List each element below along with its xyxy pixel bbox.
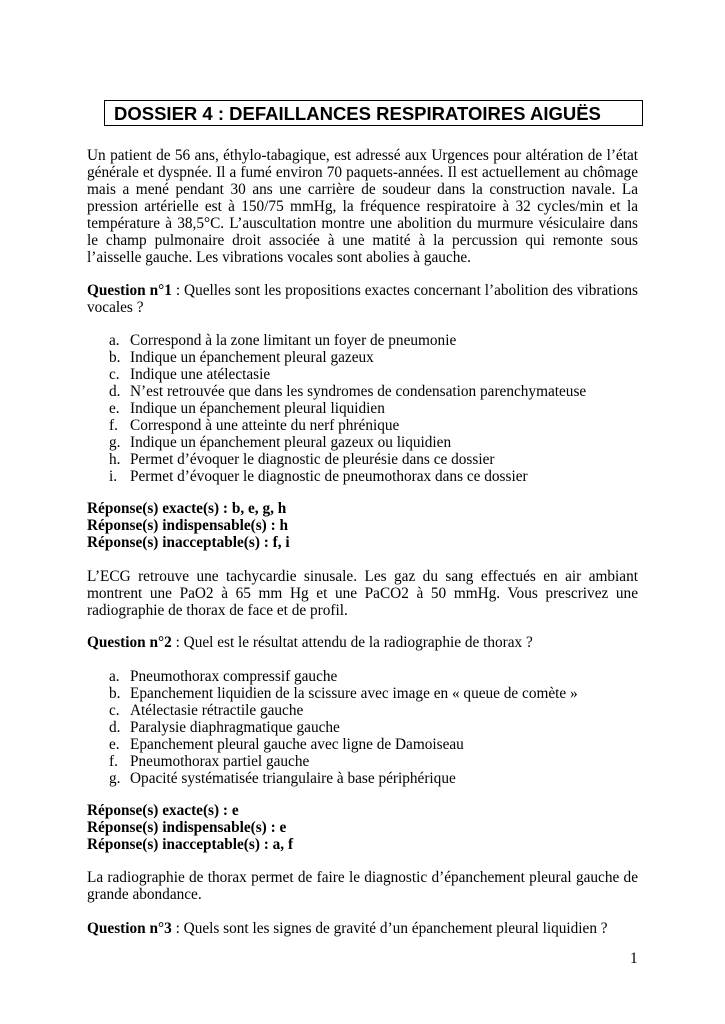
question-1-text: : Quelles sont les propositions exactes concernant l’abolition des vibrations vocales ?: [87, 282, 638, 316]
option-letter: i.: [109, 468, 118, 485]
question-3: [87, 920, 638, 937]
question-1-answers: [87, 500, 290, 551]
question-2-answers: [87, 802, 293, 853]
option-text: Paralysie diaphragmatique gauche: [130, 719, 340, 736]
option-letter: f.: [109, 417, 118, 434]
question-2: [87, 634, 638, 651]
answer-required: Réponse(s) indispensable(s) : h: [87, 517, 289, 534]
option-item: [87, 400, 638, 417]
answer-unacceptable: Réponse(s) inacceptable(s) : f, i: [87, 534, 290, 551]
option-item: [87, 434, 638, 451]
radiography-paragraph: La radiographie de thorax permet de faire le diagnostic d’épanchement pleural gauche de grande abondance.: [87, 869, 638, 903]
option-item: [87, 685, 638, 702]
option-letter: h.: [109, 451, 121, 468]
page-title: DOSSIER 4 : DEFAILLANCES RESPIRATOIRES AIGUËS: [104, 100, 643, 126]
question-1-options: [87, 332, 638, 485]
option-text: Indique un épanchement pleural liquidien: [130, 400, 385, 417]
option-text: Permet d’évoquer le diagnostic de pneumothorax dans ce dossier: [130, 468, 528, 485]
answer-unacceptable: Réponse(s) inacceptable(s) : a, f: [87, 836, 294, 853]
option-item: [87, 417, 638, 434]
answer-required: Réponse(s) indispensable(s) : e: [87, 819, 287, 836]
question-2-label: Question n°2: [87, 634, 172, 651]
option-letter: g.: [109, 434, 121, 451]
option-item: [87, 668, 638, 685]
option-letter: e.: [109, 736, 120, 753]
option-letter: b.: [109, 685, 121, 702]
question-1: [87, 282, 638, 316]
option-text: Opacité systématisée triangulaire à base périphérique: [130, 770, 456, 787]
option-item: [87, 468, 638, 485]
option-item: [87, 366, 638, 383]
question-1-label: Question n°1: [87, 282, 172, 299]
option-item: [87, 383, 638, 400]
page-number: 1: [630, 950, 638, 967]
case-intro: Un patient de 56 ans, éthylo-tabagique, est adressé aux Urgences pour altération de l’état générale et dyspnée. Il a fumé environ 70 paquets-années. Il est actuellement au chômage mais a mené pendant 30 ans une carrière de soudeur dans la construction navale. La pression artérielle est à 150/75 mmHg, la fréquence respiratoire à 32 cycles/min et la température à 38,5°C. L’auscultation montre une abolition du murmure vésiculaire dans le champ pulmonaire droit associée à une matité à la percussion qui remonte sous l’aisselle gauche. Les vibrations vocales sont abolies à gauche.: [87, 147, 638, 266]
option-letter: e.: [109, 400, 120, 417]
answer-exact: Réponse(s) exacte(s) : e: [87, 802, 239, 819]
option-item: [87, 719, 638, 736]
option-text: Correspond à la zone limitant un foyer de pneumonie: [130, 332, 457, 349]
option-letter: g.: [109, 770, 121, 787]
option-text: Indique un épanchement pleural gazeux ou liquidien: [130, 434, 452, 451]
ecg-paragraph: L’ECG retrouve une tachycardie sinusale. Les gaz du sang effectués en air ambiant montrent une PaO2 à 65 mm Hg et une PaCO2 à 50 mmHg. Vous prescrivez une radiographie de thorax de face et de profil.: [87, 568, 638, 619]
option-text: Indique une atélectasie: [130, 366, 271, 383]
option-letter: c.: [109, 702, 120, 719]
option-text: Indique un épanchement pleural gazeux: [130, 349, 374, 366]
option-letter: d.: [109, 719, 121, 736]
option-item: [87, 332, 638, 349]
option-text: Correspond à une atteinte du nerf phrénique: [130, 417, 400, 434]
option-letter: a.: [109, 332, 120, 349]
answer-exact: Réponse(s) exacte(s) : b, e, g, h: [87, 500, 287, 517]
option-letter: c.: [109, 366, 120, 383]
option-text: Epanchement liquidien de la scissure avec image en « queue de comète »: [130, 685, 578, 702]
option-letter: f.: [109, 753, 118, 770]
option-letter: b.: [109, 349, 121, 366]
option-item: [87, 770, 638, 787]
option-item: [87, 702, 638, 719]
option-item: [87, 349, 638, 366]
question-2-text: : Quel est le résultat attendu de la radiographie de thorax ?: [171, 634, 533, 651]
option-item: [87, 736, 638, 753]
option-text: Atélectasie rétractile gauche: [130, 702, 304, 719]
question-3-text: : Quels sont les signes de gravité d’un épanchement pleural liquidien ?: [171, 920, 608, 937]
option-letter: d.: [109, 383, 121, 400]
option-text: Pneumothorax compressif gauche: [130, 668, 338, 685]
option-text: Permet d’évoquer le diagnostic de pleurésie dans ce dossier: [130, 451, 495, 468]
question-2-options: [87, 668, 638, 787]
option-text: Epanchement pleural gauche avec ligne de Damoiseau: [130, 736, 464, 753]
option-text: Pneumothorax partiel gauche: [130, 753, 310, 770]
option-text: N’est retrouvée que dans les syndromes de condensation parenchymateuse: [130, 383, 587, 400]
option-letter: a.: [109, 668, 120, 685]
option-item: [87, 451, 638, 468]
option-item: [87, 753, 638, 770]
question-3-label: Question n°3: [87, 920, 172, 937]
